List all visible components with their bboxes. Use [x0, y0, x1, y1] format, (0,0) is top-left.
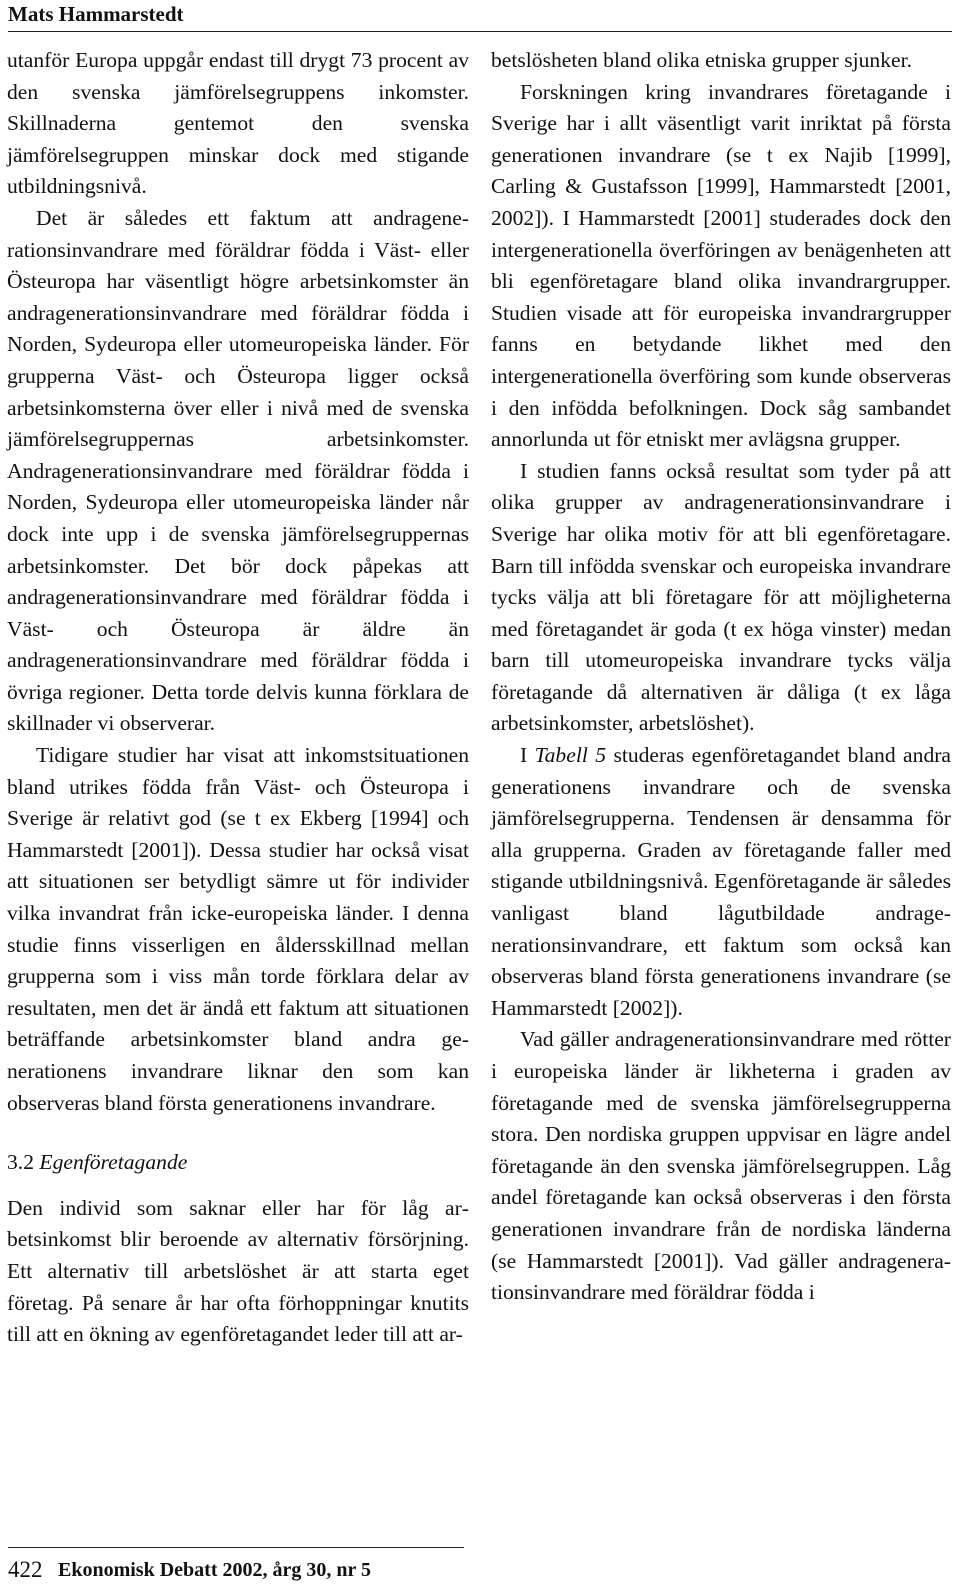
left-paragraph-4: Den individ som saknar eller har för låg arbetsinkomst blir beroende av alternativ försörjning. Ett alternativ till arbetslöshet är att starta eget företag. På senare år har ofta förhoppningar knutits till att en ökning av egenföretagandet leder till att ar- — [7, 1195, 469, 1347]
page-number: 422 — [8, 1557, 43, 1582]
table-reference: Tabell 5 — [534, 743, 607, 768]
right-column — [491, 45, 951, 1309]
right-paragraph-2: Forskningen kring invandrares företagande i Sverige har i allt väsentligt varit inriktat på första generationen invandrare (se t ex Najib [1999], Carling & Gustafsson [1999], Hammarstedt [2001, 2002]). I Hammarstedt [2001] studerades dock den intergenerationella överföringen av benägenheten att bli egenföretagare bland olika invandrargrupper. Studien visade att för europeiska invandrargrupper fanns en betydande likhet med den intergenerationella överföring som kunde observeras i den infödda befolkningen. Dock såg sambandet annorlunda ut för etniskt mer avlägsna grupper. — [491, 79, 951, 452]
left-paragraph-2: Det är således ett faktum att andragenerationsinvandrare med föräldrar födda i Väst- eller Östeuropa har väsentligt högre arbetsinkomster än andragenerationsinvandrare med föräldrar födda i Norden, Sydeuropa eller utomeuropeiska länder. För grupperna Väst- och Östeuropa ligger också arbetsinkomsterna över eller i nivå med de svenska jämförelsegruppernas arbetsinkomster. Andragenerationsinvandrare med föräldrar födda i Norden, Sydeuropa eller utomeuropeiska länder når dock inte upp i de svenska jämförelsegruppernas arbetsinkomster. Det bör dock påpekas att andragenerationsinvandrare med föräldrar födda i Väst- och Östeuropa är äldre än andragenerationsinvandrare med föräldrar födda i övriga regioner. Detta torde delvis kunna förklara de skillnader vi observerar. — [7, 205, 469, 736]
right-paragraph-1: betslösheten bland olika etniska grupper sjunker. — [491, 48, 912, 72]
left-column — [7, 45, 469, 1351]
left-paragraph-1: utanför Europa uppgår endast till drygt 73 procent av den svenska jämförelsegruppens inkomster. Skillnaderna gentemot den svenska jämförelsegruppen minskar dock med stigande utbildningsnivå. — [7, 48, 469, 199]
running-header — [8, 0, 952, 32]
right-paragraph-4 — [491, 740, 951, 1024]
left-paragraph-3: Tidigare studier har visat att inkomstsituationen bland utrikes födda från Väst- och Östeuropa i Sverige är relativt god (se t ex Ekberg [1994] och Hammarstedt [2001]). Dessa studier har också visat att situationen ser betydligt sämre ut för individer vilka invandrat från icke-europeiska länder. I denna studie finns visserligen en åldersskillnad mellan grupperna som i viss mån torde förklara delar av resultaten, men det är ändå ett faktum att situationen beträffande arbetsinkomster bland andra generationens invandrare liknar den som kan observeras bland första generationens invandrare. — [7, 743, 469, 1115]
page-footer — [8, 1547, 952, 1581]
journal-name: Ekonomisk Debatt 2002, årg 30, nr 5 — [58, 1559, 371, 1581]
header-rule — [8, 31, 952, 32]
section-heading — [7, 1147, 469, 1179]
header-author: Mats Hammarstedt — [8, 2, 184, 26]
section-number: 3.2 — [7, 1150, 34, 1175]
section-title: Egenföretagande — [39, 1150, 188, 1175]
right-paragraph-3: I studien fanns också resultat som tyder på att olika grupper av andragenerationsinvandrare i Sverige har olika motiv för att bli egenföretagare. Barn till infödda svenskar och europeiska invandrare tycks välja att bli företagare för att möjligheterna med företagandet är goda (t ex höga vinster) medan barn till utomeuropeiska invandrare tycks välja företagande då alternativen är dåliga (t ex låga arbetsinkomster, arbetslöshet). — [491, 458, 951, 736]
table-ref-rest: studeras egenföretagandet bland andra generationens invandrare och de svenska jämförelsegrupperna. Tendensen är densamma för alla grupperna. Graden av företagande faller med stigande utbildningsnivå. Egenföretagande är således vanligast bland lågutbildade andragenerationsinvandrare, ett faktum som också kan observeras bland första generationens invandrare (se Hammarstedt [2002]). — [491, 743, 952, 1020]
table-ref-prefix: I — [520, 743, 535, 768]
footer-rule — [8, 1547, 464, 1548]
right-paragraph-5: Vad gäller andragenerationsinvandrare med rötter i europeiska länder är likheterna i graden av företagande med de svenska jämförelsegrupperna stora. Den nordiska gruppen uppvisar en lägre andel företagande än den svenska jämförelsegruppen. Låg andel företagande kan också observeras i den första generationen invandrare från de nordiska länderna (se Hammarstedt [2001]). Vad gäller andragenerationsinvandrare med föräldrar födda i — [491, 1027, 951, 1305]
